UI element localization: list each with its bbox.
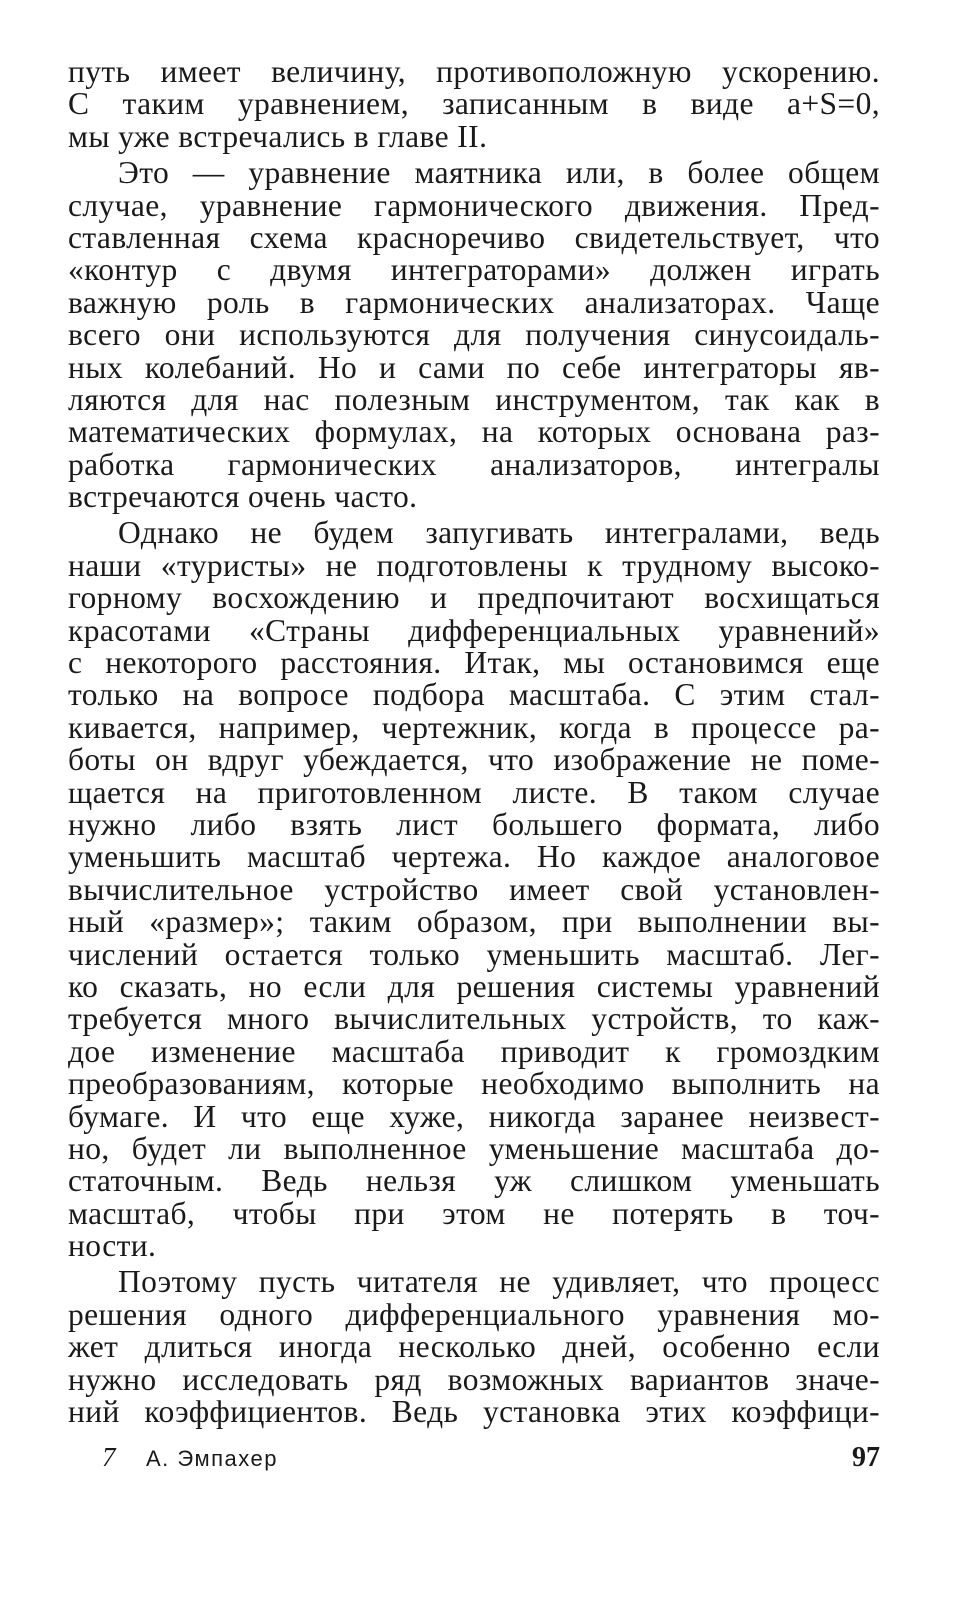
text-line: масштаб, чтобы при этом не потерять в точ-: [68, 1195, 880, 1231]
text-line: красотами «Страны дифференциальных уравнений»: [68, 612, 880, 648]
author-name: А. Эмпахер: [146, 1446, 278, 1471]
text-line: требуется много вычислительных устройств, то каж-: [68, 1001, 880, 1037]
text-line: ный «размер»; таким образом, при выполнении вы-: [68, 904, 880, 940]
text-line: работка гармонических анализаторов, интегралы: [68, 446, 880, 482]
text-line: боты он вдруг убеждается, что изображение не поме-: [68, 742, 880, 778]
text-line: С таким уравнением, записанным в виде a+S=0,: [68, 86, 880, 122]
page-body: [68, 56, 880, 1428]
text-line: статочным. Ведь нельзя уж слишком уменьшать: [68, 1163, 880, 1199]
paragraph: [68, 157, 880, 513]
page-footer: [102, 1442, 880, 1478]
text-line: ставленная схема красноречиво свидетельствует, что: [68, 219, 880, 255]
text-line: кивается, например, чертежник, когда в процессе ра-: [68, 709, 880, 745]
text-line: ляются для нас полезным инструментом, так как в: [68, 381, 880, 417]
text-line: важную роль в гармонических анализаторах. Чаще: [68, 284, 880, 320]
text-line: «контур с двумя интеграторами» должен играть: [68, 252, 880, 288]
text-line: случае, уравнение гармонического движения. Пред-: [68, 187, 880, 223]
paragraph: [68, 517, 880, 1262]
text-line: числений остается только уменьшить масштаб. Лег-: [68, 936, 880, 972]
text-line: уменьшить масштаб чертежа. Но каждое аналоговое: [68, 839, 880, 875]
text-line: вычислительное устройство имеет свой установлен-: [68, 871, 880, 907]
text-line: преобразованиям, которые необходимо выполнить на: [68, 1066, 880, 1102]
text-line: нужно либо взять лист большего формата, либо: [68, 806, 880, 842]
page-number: 97: [852, 1442, 880, 1473]
text-line: встречаются очень часто.: [68, 479, 418, 515]
text-line: бумаге. И что еще хуже, никогда заранее неизвест-: [68, 1098, 880, 1134]
text-line: решения одного дифференциального уравнения мо-: [68, 1296, 880, 1332]
paragraph: [68, 1266, 880, 1428]
text-line: ности.: [68, 1228, 157, 1264]
text-line: мы уже встречались в главе II.: [68, 118, 488, 154]
text-line: с некоторого расстояния. Итак, мы остановимся еще: [68, 645, 880, 681]
text-line: щается на приготовленном листе. В таком случае: [68, 774, 880, 810]
paragraph: [68, 56, 880, 153]
text-line: дое изменение масштаба приводит к громоздким: [68, 1033, 880, 1069]
text-line: жет длиться иногда несколько дней, особенно если: [68, 1329, 880, 1365]
text-line: только на вопросе подбора масштаба. С этим стал-: [68, 677, 880, 713]
text-line: горному восхождению и предпочитают восхищаться: [68, 580, 880, 616]
signature-mark: 7: [102, 1442, 116, 1472]
text-line: всего они используются для получения синусоидаль-: [68, 317, 880, 353]
text-line: Это — уравнение маятника или, в более общем: [118, 155, 880, 191]
text-line: ных колебаний. Но и сами по себе интеграторы яв-: [68, 349, 880, 385]
text-line: математических формулах, на которых основана раз-: [68, 414, 880, 450]
text-line: нужно исследовать ряд возможных вариантов значе-: [68, 1361, 880, 1397]
text-line: ний коэффициентов. Ведь установка этих коэффици-: [68, 1394, 880, 1430]
text-line: но, будет ли выполненное уменьшение масштаба до-: [68, 1130, 880, 1166]
text-line: Однако не будем запугивать интегралами, ведь: [118, 515, 880, 551]
text-line: наши «туристы» не подготовлены к трудному высоко-: [68, 547, 880, 583]
text-line: путь имеет величину, противоположную ускорению.: [68, 54, 880, 89]
text-line: Поэтому пусть читателя не удивляет, что процесс: [118, 1264, 880, 1300]
text-line: ко сказать, но если для решения системы уравнений: [68, 968, 880, 1004]
